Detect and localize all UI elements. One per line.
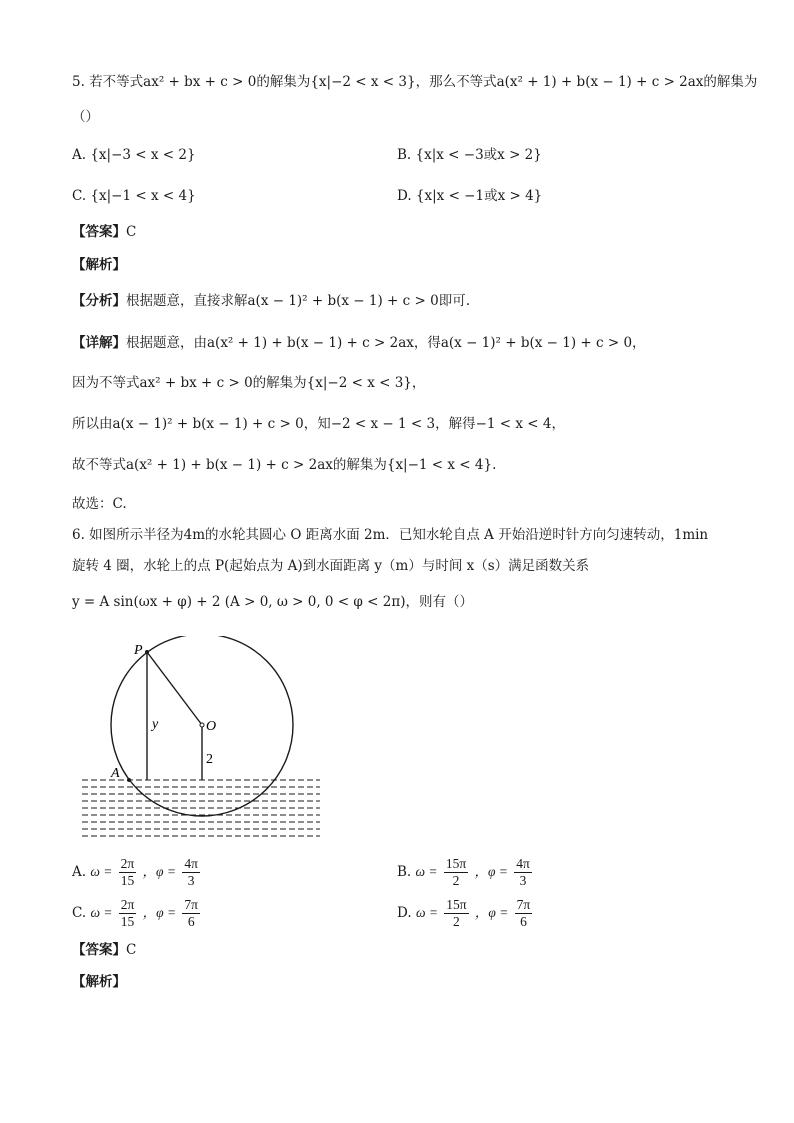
- q5-analysis-tag: [72, 255, 722, 275]
- frac-den: 2: [452, 873, 460, 888]
- q6-option-b-phi-label: ，φ =: [474, 864, 508, 879]
- q5-xiangjie-line: [72, 333, 722, 353]
- q5-stem-line1: 5. 若不等式ax² + bx + c > 0的解集为{x|−2 < x < 3}，那么不等式a(x² + 1) + b(x − 1) + c > 2ax的解集为: [72, 74, 758, 90]
- frac-num: 4π: [516, 856, 530, 871]
- frac-den: 2: [453, 914, 460, 929]
- frac-num: 2π: [120, 897, 135, 912]
- label-p: P: [134, 643, 143, 658]
- q6-option-a-omega-label: ω =: [90, 864, 113, 879]
- frac-num: 15π: [445, 856, 467, 871]
- radius-po: [147, 652, 202, 725]
- frac-num: 7π: [516, 897, 531, 912]
- label-y: y: [152, 717, 159, 732]
- q6-option-a-prefix: A.: [72, 864, 87, 880]
- frac-num: 4π: [184, 856, 198, 871]
- frac-num: 15π: [446, 897, 467, 912]
- q5-stem-line2: （）: [72, 109, 99, 125]
- q5-analysis-label: 【解析】: [72, 257, 126, 273]
- q6-option-a-phi-label: ，φ =: [142, 864, 177, 879]
- point-a: [127, 778, 131, 782]
- q5-fenxi-line: [72, 291, 722, 311]
- q6-option-b-omega-frac: [444, 856, 468, 889]
- q6-option-d: [397, 897, 534, 930]
- q6-option-c-phi-frac: [182, 897, 200, 930]
- label-2: 2: [206, 752, 213, 767]
- q5-step4: 故不等式a(x² + 1) + b(x − 1) + c > 2ax的解集为{x|−1 < x < 4}.: [72, 457, 497, 473]
- point-o: [200, 723, 204, 727]
- q6-analysis-label: 【解析】: [72, 974, 126, 990]
- q5-step3: 所以由a(x − 1)² + b(x − 1) + c > 0，知−2 < x − 1 < 3，解得−1 < x < 4，: [72, 416, 565, 432]
- q6-stem-line1: 6. 如图所示半径为4m的水轮其圆心 O 距离水面 2m．已知水轮自点 A 开始沿逆时针方向匀速转动，1min: [72, 527, 709, 543]
- q5-conclusion: 故选：C.: [72, 496, 127, 512]
- q5-fenxi-text: 根据题意，直接求解a(x − 1)² + b(x − 1) + c > 0即可.: [126, 293, 470, 309]
- q5-option-a: A. {x|−3 < x < 2}: [72, 147, 196, 163]
- q5-step2: 因为不等式ax² + bx + c > 0的解集为{x|−2 < x < 3}，: [72, 375, 426, 391]
- q6-option-d-phi-label: ，φ =: [474, 905, 509, 920]
- q6-option-c-omega-label: ω =: [90, 905, 113, 920]
- q6-option-c-phi-label: ，φ =: [142, 905, 177, 920]
- label-a: A: [111, 766, 120, 781]
- water-surface-lines: [82, 780, 320, 836]
- label-o: O: [206, 719, 217, 734]
- water-wheel-figure: [72, 636, 332, 846]
- q6-option-b-phi-frac: [514, 856, 532, 889]
- q6-option-a: [72, 856, 202, 889]
- q6-option-d-omega-label: ω =: [415, 905, 438, 920]
- q6-stem-line3: y = A sin(ωx + φ) + 2 (A > 0, ω > 0, 0 < φ < 2π)，则有（）: [72, 594, 473, 610]
- q6-option-a-omega-frac: [119, 856, 137, 889]
- q6-analysis-tag: [72, 972, 722, 992]
- q6-option-d-omega-frac: [444, 897, 468, 930]
- q6-stem-line2: 旋转 4 圈，水轮上的点 P(起始点为 A)到水面距离 y（m）与时间 x（s）满足函数关系: [72, 558, 590, 574]
- frac-num: 2π: [120, 856, 135, 871]
- frac-den: 15: [120, 914, 135, 929]
- q6-option-a-phi-frac: [182, 856, 200, 889]
- q5-answer-value: C: [126, 224, 137, 240]
- q6-option-b: [397, 856, 534, 889]
- q5-option-d: D. {x|x < −1或x > 4}: [397, 188, 543, 204]
- frac-den: 6: [520, 914, 527, 929]
- q6-option-b-prefix: B.: [397, 864, 412, 880]
- water-wheel-diagram: [72, 636, 332, 846]
- frac-den: 15: [120, 873, 135, 888]
- frac-den: 3: [187, 873, 195, 888]
- frac-den: 6: [187, 914, 195, 929]
- q6-option-c-prefix: C.: [72, 905, 87, 921]
- q5-option-b: B. {x|x < −3或x > 2}: [397, 147, 542, 163]
- q5-option-c: C. {x|−1 < x < 4}: [72, 188, 196, 204]
- q6-option-d-prefix: D.: [397, 905, 412, 921]
- frac-den: 3: [519, 873, 527, 888]
- q6-option-c-omega-frac: [119, 897, 137, 930]
- q6-option-c: [72, 897, 202, 930]
- q6-answer-line: [72, 940, 722, 960]
- q6-option-d-phi-frac: [515, 897, 533, 930]
- q5-answer-line: [72, 222, 722, 242]
- q6-answer-value: C: [126, 942, 137, 958]
- q6-option-b-omega-label: ω =: [415, 864, 438, 879]
- frac-num: 7π: [184, 897, 198, 912]
- q5-fenxi-tag: 【分析】: [72, 293, 126, 309]
- q5-xiangjie-text: 根据题意，由a(x² + 1) + b(x − 1) + c > 2ax，得a(x − 1)² + b(x − 1) + c > 0，: [126, 335, 646, 351]
- q6-answer-tag: 【答案】: [72, 942, 126, 958]
- q5-xiangjie-tag: 【详解】: [72, 335, 126, 351]
- q5-answer-tag: 【答案】: [72, 224, 126, 240]
- point-p: [145, 650, 149, 654]
